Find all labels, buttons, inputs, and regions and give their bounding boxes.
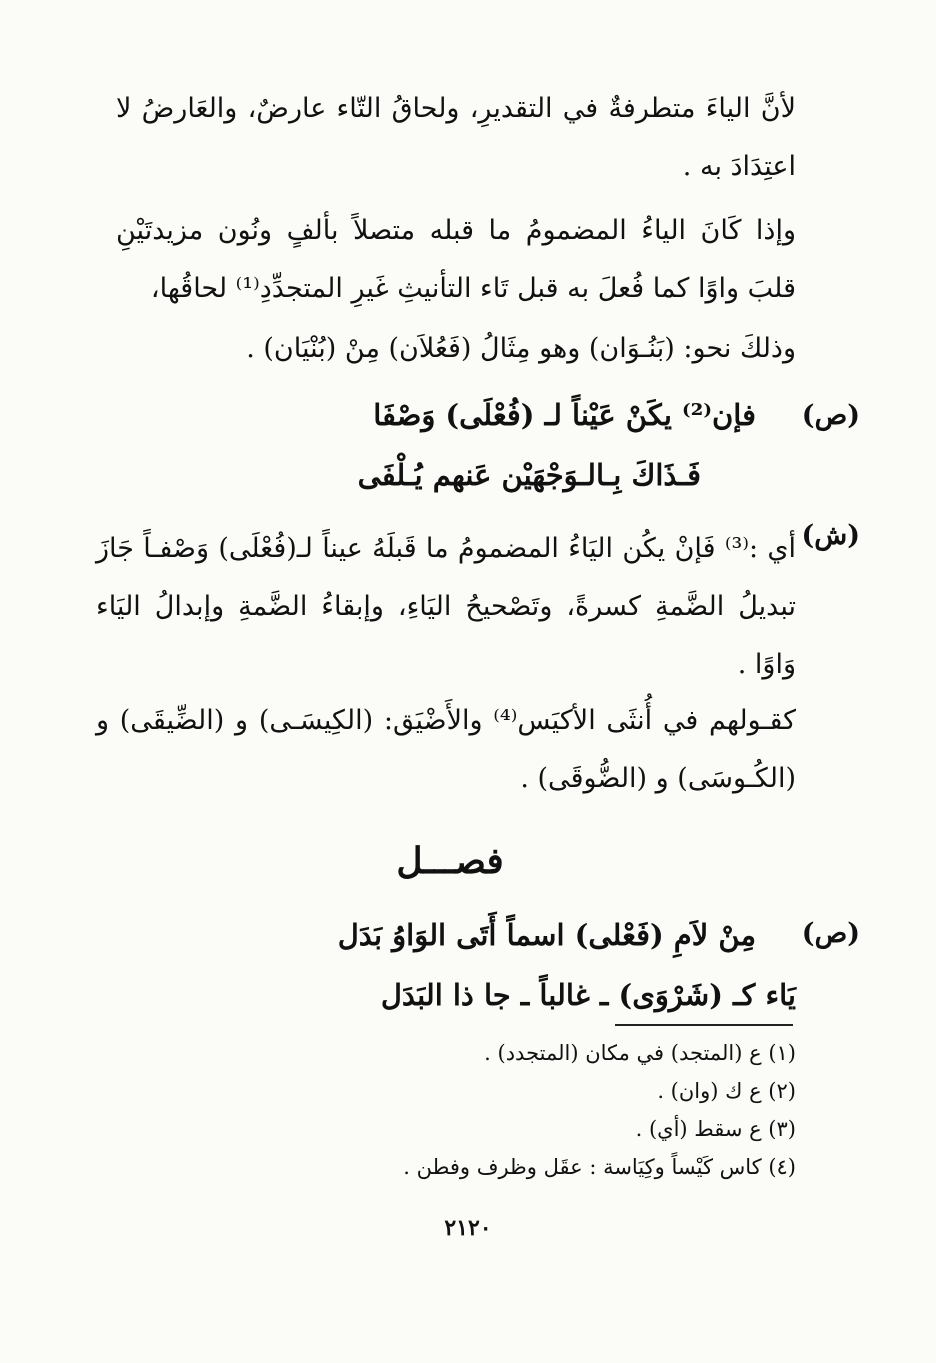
footnote-2: (٢) ع ك (وان) . [657, 1079, 796, 1103]
footnote-separator [615, 1024, 793, 1026]
verse-marker-2: (ص) [801, 918, 860, 949]
verse-1-line-1: فإن⁽²⁾ يكَنْ عَيْناً لـ (فُعْلَى) وَصْفَا [373, 398, 756, 432]
verse-1-line-2: فَـذَاكَ بِـالـوَجْهَيْن عَنهم يُـلْفَى [357, 458, 701, 492]
paragraph-2: وإذا كَانَ الياءُ المضمومُ ما قبله متصلاً بألفٍ ونُون مزيدتَيْنِ قلبَ واوًا كما فُعلَ به قبل تَاء التأنيثِ غَيرِ المتجدِّدِ⁽¹⁾ لحاقُها، [116, 215, 796, 304]
verse-2-line-2: يَاء كـ (شَرْوَى) ـ غالباً ـ جا ذا البَدَل [380, 978, 796, 1012]
page-number: ٢١٢٠ [444, 1215, 492, 1241]
verse-2-line-1: مِنْ لاَمِ (فَعْلى) اسماً أَتَى الوَاوُ بَدَل [337, 918, 756, 952]
footnote-3: (٣) ع سقط (أي) . [635, 1117, 796, 1141]
commentary-text: أي :⁽³⁾ فَإنْ يكُن اليَاءُ المضمومُ ما قَبلَهُ عيناً لـ(فُعْلَى) وَصْفـاً جَازَ تبديلُ الضَّمةِ كسرةً، وتَصْحيحُ اليَاءِ، وإبقاءُ الضَّمةِ وإبدالُ اليَاء وَاوًا . [96, 533, 796, 680]
verse-marker-1: (ص) [801, 400, 860, 431]
footnotes [136, 1034, 796, 1186]
footnote-1: (١) ع (المتجد) في مكان (المتجدد) . [484, 1041, 796, 1065]
paragraph-3: وذلكَ نحو: (بَنُـوَان) وهو مِثَالُ (فَعُلاَن) مِنْ (بُنْيَان) . [246, 333, 796, 364]
paragraph-1: لأنَّ الياءَ متطرفةٌ في التقديرِ، ولحاقُ التّاء عارضٌ، والعَارضُ لا اعتِدَادَ به . [116, 93, 796, 182]
commentary-marker: (ش) [801, 520, 860, 551]
commentary-examples: كقـولهم في أُنثَى الأكيَس⁽⁴⁾ والأَضْيَق: (الكِيسَـى) و (الضِّيقَى) و (الكُـوسَى) و (الضُّوقَى) . [96, 705, 796, 794]
footnote-4: (٤) كاس كَيْساً وكِيَاسة : عقَل وظرف وفطن . [403, 1155, 796, 1179]
section-title: فصـــل [396, 840, 504, 882]
